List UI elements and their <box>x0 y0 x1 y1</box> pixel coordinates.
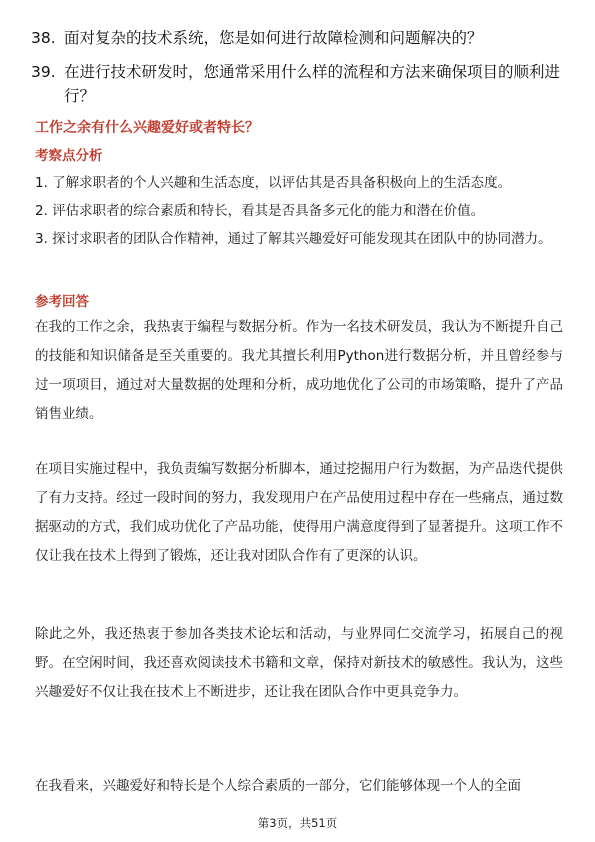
analysis-item: 2. 评估求职者的综合素质和特长，看其是否具备多元化的能力和潜在价值。 <box>35 203 485 219</box>
section-heading: 工作之余有什么兴趣爱好或者特长？ <box>35 120 259 136</box>
analysis-list <box>35 171 563 252</box>
answer-heading: 参考回答 <box>35 294 89 310</box>
answer-paragraph: 在项目实施过程中，我负责编写数据分析脚本，通过挖掘用户行为数据，为产品迭代提供了有力支持。经过一段时间的努力，我发现用户在产品使用过程中存在一些痛点，通过数据驱动的方式，我们成功优化了产品功能，使得用户满意度得到了显著提升。这项工作不仅让我在技术上得到了锻炼，还让我对团队合作有了更深的认识。 <box>35 461 563 564</box>
page-number: 第3页，共51页 <box>257 816 338 830</box>
question-number: 38. <box>31 29 56 47</box>
answer-paragraph: 在我的工作之余，我热衷于编程与数据分析。作为一名技术研发员，我认为不断提升自己的技能和知识储备是至关重要的。我尤其擅长利用Python进行数据分析，并且曾经参与过一项项目，通过对大量数据的处理和分析，成功地优化了公司的市场策略，提升了产品销售业绩。 <box>35 319 563 422</box>
question-number: 39. <box>31 63 56 81</box>
answer-paragraph: 在我看来，兴趣爱好和特长是个人综合素质的一部分，它们能够体现一个人的全面 <box>35 778 521 794</box>
question-text: 在进行技术研发时，您通常采用什么样的流程和方法来确保项目的顺利进行？ <box>64 63 561 105</box>
analysis-heading: 考察点分析 <box>35 148 103 164</box>
analysis-item: 1. 了解求职者的个人兴趣和生活态度，以评估其是否具备积极向上的生活态度。 <box>35 175 512 191</box>
analysis-item: 3. 探讨求职者的团队合作精神，通过了解其兴趣爱好可能发现其在团队中的协同潜力。 <box>35 231 552 247</box>
answer-paragraph: 除此之外，我还热衷于参加各类技术论坛和活动，与业界同仁交流学习，拓展自己的视野。在空闲时间，我还喜欢阅读技术书籍和文章，保持对新技术的敏感性。我认为，这些兴趣爱好不仅让我在技术上不断进步，还让我在团队合作中更具竞争力。 <box>35 626 563 700</box>
question-38 <box>31 26 571 50</box>
question-39 <box>31 60 571 108</box>
question-text: 面对复杂的技术系统，您是如何进行故障检测和问题解决的？ <box>64 29 483 47</box>
